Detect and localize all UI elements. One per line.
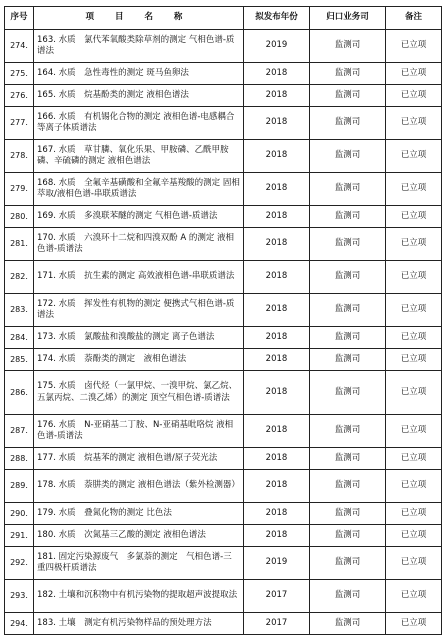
row-number: 289. xyxy=(5,470,34,503)
header-remark: 备注 xyxy=(386,7,442,30)
row-dept: 监测司 xyxy=(310,294,386,327)
row-title: 175. 水质 卤代烃（一氯甲烷、一溴甲烷、氯乙烷、五氯丙烷、二溴乙烯）的测定 顶空气相色谱-质谱法 xyxy=(34,371,244,415)
row-dept: 监测司 xyxy=(310,580,386,613)
row-remark: 已立项 xyxy=(386,327,442,349)
row-title: 164. 水质 急性毒性的测定 斑马鱼卵法 xyxy=(34,63,244,85)
row-remark: 已立项 xyxy=(386,448,442,470)
row-dept: 监测司 xyxy=(310,140,386,173)
row-title: 181. 固定污染源废气 多氯萘的测定 气相色谱-三重四极杆质谱法 xyxy=(34,547,244,580)
row-dept: 监测司 xyxy=(310,327,386,349)
row-title: 163. 水质 氯代苯氧酸类除草剂的测定 气相色谱-质谱法 xyxy=(34,30,244,63)
row-year: 2019 xyxy=(244,30,310,63)
row-title: 178. 水质 萘肼类的测定 液相色谱法（紫外检测器） xyxy=(34,470,244,503)
row-remark: 已立项 xyxy=(386,371,442,415)
row-number: 276. xyxy=(5,85,34,107)
row-remark: 已立项 xyxy=(386,30,442,63)
table-row xyxy=(5,525,442,547)
row-year: 2018 xyxy=(244,448,310,470)
row-title: 179. 水质 叠氮化物的测定 比色法 xyxy=(34,503,244,525)
row-number: 288. xyxy=(5,448,34,470)
row-dept: 监测司 xyxy=(310,547,386,580)
row-number: 291. xyxy=(5,525,34,547)
standards-table xyxy=(4,6,442,635)
row-title: 168. 水质 全氟辛基磺酸和全氟辛基羧酸的测定 固相萃取/液相色谱-串联质谱法 xyxy=(34,173,244,206)
row-year: 2017 xyxy=(244,613,310,635)
row-dept: 监测司 xyxy=(310,470,386,503)
row-year: 2018 xyxy=(244,140,310,173)
row-dept: 监测司 xyxy=(310,261,386,294)
row-year: 2018 xyxy=(244,206,310,228)
row-number: 282. xyxy=(5,261,34,294)
row-title: 172. 水质 挥发性有机物的测定 便携式气相色谱-质谱法 xyxy=(34,294,244,327)
row-number: 274. xyxy=(5,30,34,63)
row-remark: 已立项 xyxy=(386,503,442,525)
row-dept: 监测司 xyxy=(310,206,386,228)
row-number: 292. xyxy=(5,547,34,580)
row-remark: 已立项 xyxy=(386,470,442,503)
row-year: 2018 xyxy=(244,107,310,140)
row-remark: 已立项 xyxy=(386,63,442,85)
row-remark: 已立项 xyxy=(386,85,442,107)
row-number: 285. xyxy=(5,349,34,371)
row-remark: 已立项 xyxy=(386,107,442,140)
row-year: 2018 xyxy=(244,294,310,327)
row-dept: 监测司 xyxy=(310,63,386,85)
row-number: 277. xyxy=(5,107,34,140)
row-remark: 已立项 xyxy=(386,173,442,206)
row-title: 167. 水质 草甘膦、氧化乐果、甲胺磷、乙酰甲胺磷、辛硫磷的测定 液相色谱法 xyxy=(34,140,244,173)
row-remark: 已立项 xyxy=(386,206,442,228)
row-remark: 已立项 xyxy=(386,294,442,327)
row-dept: 监测司 xyxy=(310,503,386,525)
row-dept: 监测司 xyxy=(310,371,386,415)
header-year: 拟发布年份 xyxy=(244,7,310,30)
row-title: 180. 水质 次氮基三乙酸的测定 液相色谱法 xyxy=(34,525,244,547)
table-row xyxy=(5,349,442,371)
row-year: 2018 xyxy=(244,173,310,206)
row-remark: 已立项 xyxy=(386,349,442,371)
header-title: 项 目 名 称 xyxy=(34,7,244,30)
row-number: 287. xyxy=(5,415,34,448)
header-dept: 归口业务司 xyxy=(310,7,386,30)
row-dept: 监测司 xyxy=(310,228,386,261)
row-year: 2018 xyxy=(244,327,310,349)
table-row xyxy=(5,228,442,261)
row-title: 166. 水质 有机锡化合物的测定 液相色谱-电感耦合等离子体质谱法 xyxy=(34,107,244,140)
row-dept: 监测司 xyxy=(310,85,386,107)
row-dept: 监测司 xyxy=(310,107,386,140)
row-number: 278. xyxy=(5,140,34,173)
table-row xyxy=(5,294,442,327)
table-row xyxy=(5,173,442,206)
row-title: 173. 水质 氯酸盐和溴酸盐的测定 离子色谱法 xyxy=(34,327,244,349)
table-row xyxy=(5,261,442,294)
row-number: 280. xyxy=(5,206,34,228)
header-num: 序号 xyxy=(5,7,34,30)
row-dept: 监测司 xyxy=(310,525,386,547)
table-row xyxy=(5,30,442,63)
row-number: 286. xyxy=(5,371,34,415)
row-remark: 已立项 xyxy=(386,580,442,613)
row-remark: 已立项 xyxy=(386,228,442,261)
row-title: 183. 土壤 测定有机污染物样品的预处理方法 xyxy=(34,613,244,635)
table-row xyxy=(5,140,442,173)
table-row xyxy=(5,547,442,580)
row-dept: 监测司 xyxy=(310,415,386,448)
row-title: 171. 水质 抗生素的测定 高效液相色谱-串联质谱法 xyxy=(34,261,244,294)
row-year: 2018 xyxy=(244,415,310,448)
row-dept: 监测司 xyxy=(310,613,386,635)
row-year: 2018 xyxy=(244,85,310,107)
row-remark: 已立项 xyxy=(386,613,442,635)
table-row xyxy=(5,448,442,470)
table-row xyxy=(5,371,442,415)
table-row xyxy=(5,470,442,503)
row-year: 2018 xyxy=(244,349,310,371)
row-remark: 已立项 xyxy=(386,525,442,547)
row-title: 165. 水质 烷基酚类的测定 液相色谱法 xyxy=(34,85,244,107)
row-year: 2018 xyxy=(244,470,310,503)
row-year: 2017 xyxy=(244,580,310,613)
row-number: 294. xyxy=(5,613,34,635)
table-row xyxy=(5,107,442,140)
row-number: 275. xyxy=(5,63,34,85)
row-number: 279. xyxy=(5,173,34,206)
table-row xyxy=(5,503,442,525)
table-row xyxy=(5,85,442,107)
row-remark: 已立项 xyxy=(386,415,442,448)
row-number: 290. xyxy=(5,503,34,525)
row-remark: 已立项 xyxy=(386,261,442,294)
row-year: 2018 xyxy=(244,503,310,525)
table-row xyxy=(5,206,442,228)
row-dept: 监测司 xyxy=(310,448,386,470)
row-dept: 监测司 xyxy=(310,349,386,371)
row-remark: 已立项 xyxy=(386,140,442,173)
row-title: 169. 水质 多溴联苯醚的测定 气相色谱-质谱法 xyxy=(34,206,244,228)
row-number: 284. xyxy=(5,327,34,349)
row-year: 2018 xyxy=(244,371,310,415)
table-row xyxy=(5,580,442,613)
row-year: 2018 xyxy=(244,261,310,294)
row-number: 283. xyxy=(5,294,34,327)
row-title: 170. 水质 六溴环十二烷和四溴双酚 A 的测定 液相色谱-质谱法 xyxy=(34,228,244,261)
table-row xyxy=(5,415,442,448)
row-dept: 监测司 xyxy=(310,173,386,206)
row-title: 176. 水质 N-亚硝基二丁胺、N-亚硝基吡咯烷 液相色谱-质谱法 xyxy=(34,415,244,448)
row-year: 2018 xyxy=(244,228,310,261)
row-year: 2019 xyxy=(244,547,310,580)
row-year: 2018 xyxy=(244,63,310,85)
row-remark: 已立项 xyxy=(386,547,442,580)
row-title: 174. 水质 萘酚类的测定 液相色谱法 xyxy=(34,349,244,371)
table-header-row xyxy=(5,7,442,30)
row-number: 281. xyxy=(5,228,34,261)
row-number: 293. xyxy=(5,580,34,613)
table-row xyxy=(5,63,442,85)
table-row xyxy=(5,327,442,349)
table-row xyxy=(5,613,442,635)
row-year: 2018 xyxy=(244,525,310,547)
row-dept: 监测司 xyxy=(310,30,386,63)
table-body xyxy=(5,30,442,635)
row-title: 182. 土壤和沉积物中有机污染物的提取超声波提取法 xyxy=(34,580,244,613)
row-title: 177. 水质 烷基苯的测定 液相色谱/原子荧光法 xyxy=(34,448,244,470)
